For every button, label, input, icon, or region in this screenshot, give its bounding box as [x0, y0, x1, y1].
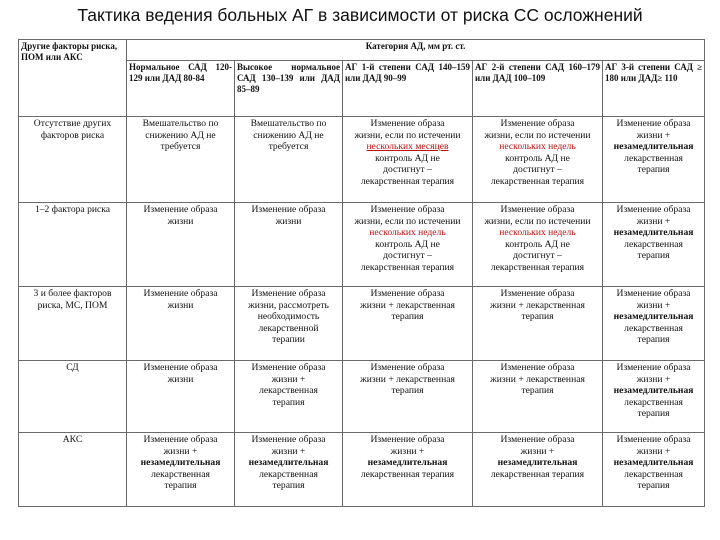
tactic-cell-grade-2 [473, 433, 603, 507]
tactic-cell-grade-3 [603, 287, 705, 361]
tactic-line: жизни + лекарственная [490, 299, 585, 311]
tactic-line: жизни, если по истечении [354, 215, 461, 227]
tactic-line: достигнут – [383, 250, 432, 262]
column-header-grade-1: АГ 1-й степени САД 140–159 или ДАД 90–99 [343, 61, 473, 117]
column-header-grade-2: АГ 2-й степени САД 160–179 или ДАД 100–109 [473, 61, 603, 117]
risk-group-label: АКС [19, 433, 127, 507]
tactic-line: достигнут – [513, 164, 562, 176]
tactic-line: Изменение образа [616, 118, 691, 129]
tactic-line: лекарственная [624, 322, 683, 334]
tactic-line: жизни + [636, 215, 671, 227]
column-header-grade-3: АГ 3-й степени САД ≥ 180 или ДАД≥ 110 [603, 61, 705, 117]
tactic-line: Изменение образа [500, 362, 575, 373]
risk-factors-header: Другие факторы риска, ПОМ или АКС [19, 40, 127, 117]
risk-group-label: Отсутствие других факторов риска [19, 117, 127, 203]
tactic-line: Изменение образа [616, 204, 691, 215]
tactic-line: Изменение образа [500, 118, 575, 129]
tactic-cell-normal [127, 117, 235, 203]
tactic-cell-grade-1 [343, 287, 473, 361]
tactic-line: терапия [521, 311, 554, 323]
tactic-line: незамедлительная [367, 457, 448, 469]
tactic-line: незамедлительная [613, 385, 694, 397]
tactic-line: лекарственная терапия [360, 175, 455, 187]
tactic-line: Изменение образа [251, 288, 326, 299]
tactic-line: терапия [164, 480, 197, 492]
tactic-line: незамедлительная [497, 457, 578, 469]
tactic-cell-grade-2 [473, 361, 603, 433]
tactic-line: Изменение образа [616, 434, 691, 445]
tactic-line: жизни + [636, 445, 671, 457]
tactic-cell-normal [127, 287, 235, 361]
tactic-line: жизни [167, 373, 194, 385]
tactic-line: жизни + лекарственная [360, 373, 455, 385]
table-row [19, 287, 705, 361]
tactic-line: жизни, если по истечении [484, 215, 591, 227]
tactic-line: Изменение образа [143, 204, 218, 215]
tactic-line: лекарственной [258, 322, 319, 334]
tactic-line: лекарственная терапия [490, 261, 585, 273]
tactic-cell-normal [127, 361, 235, 433]
tactic-line: терапия [391, 385, 424, 397]
tactic-line: жизни, если по истечении [354, 129, 461, 141]
tactic-line: Изменение образа [251, 204, 326, 215]
tactic-line: лекарственная [624, 468, 683, 480]
tactic-cell-high-normal [235, 361, 343, 433]
tactic-cell-normal [127, 203, 235, 287]
tactic-line: Изменение образа [143, 288, 218, 299]
tactic-line: жизни + [163, 445, 198, 457]
tactic-line: терапия [637, 480, 670, 492]
tactic-line: нескольких недель [499, 227, 576, 239]
tactic-line: лекарственная [624, 152, 683, 164]
tactic-line: жизни + [636, 373, 671, 385]
tactic-line: терапия [637, 250, 670, 262]
tactic-line: жизни [167, 299, 194, 311]
tactic-line: лекарственная [624, 396, 683, 408]
tactic-cell-grade-1 [343, 117, 473, 203]
tactic-line: жизни + [636, 299, 671, 311]
tactic-line: незамедлительная [613, 311, 694, 323]
tactic-line: лекарственная [151, 468, 210, 480]
table-row [19, 433, 705, 507]
tactic-line: жизни + лекарственная [360, 299, 455, 311]
tactic-line: Вмешательство по [250, 118, 327, 129]
tactic-line: жизни + [271, 445, 306, 457]
tactic-line: Изменение образа [370, 362, 445, 373]
tactic-cell-grade-1 [343, 361, 473, 433]
tactic-line: незамедлительная [140, 457, 221, 469]
tactic-line: лекарственная [259, 385, 318, 397]
tactic-line: жизни, рассмотреть [248, 299, 329, 311]
tactic-line: Изменение образа [251, 362, 326, 373]
tactic-line: жизни + [271, 373, 306, 385]
tactic-line: терапия [637, 164, 670, 176]
risk-group-label: 1–2 фактора риска [19, 203, 127, 287]
table-row [19, 117, 705, 203]
tactic-line: Изменение образа [370, 118, 445, 129]
tactic-line: терапия [391, 311, 424, 323]
tactic-line: незамедлительная [613, 457, 694, 469]
tactic-cell-high-normal [235, 433, 343, 507]
tactic-line: Изменение образа [370, 288, 445, 299]
tactic-line: Изменение образа [370, 204, 445, 215]
tactic-line: терапии [272, 334, 305, 346]
table-row [19, 203, 705, 287]
tactic-line: Вмешательство по [142, 118, 219, 129]
slide-title: Тактика ведения больных АГ в зависимости от риска СС осложнений [77, 5, 643, 25]
tactic-line: терапия [637, 334, 670, 346]
tactic-line: контроль АД не [375, 238, 440, 250]
tactic-line: жизни + [636, 129, 671, 141]
tactic-line: жизни, если по истечении [484, 129, 591, 141]
tactic-line: жизни + [520, 445, 555, 457]
tactic-cell-grade-1 [343, 433, 473, 507]
tactic-line: лекарственная терапия [360, 261, 455, 273]
risk-group-label: 3 и более факторов риска, МС, ПОМ [19, 287, 127, 361]
tactic-line: достигнут – [513, 250, 562, 262]
tactic-line: Изменение образа [251, 434, 326, 445]
tactic-line: Изменение образа [500, 434, 575, 445]
tactic-line: Изменение образа [370, 434, 445, 445]
column-header-normal: Нормальное САД 120-129 или ДАД 80-84 [127, 61, 235, 117]
tactic-line: лекарственная терапия [490, 175, 585, 187]
tactic-line: незамедлительная [613, 227, 694, 239]
tactic-line: снижению АД не [145, 129, 216, 141]
tactic-cell-grade-3 [603, 203, 705, 287]
tactic-line: жизни [275, 215, 302, 227]
tactic-cell-grade-3 [603, 433, 705, 507]
tactic-line: Изменение образа [143, 362, 218, 373]
tactic-line: незамедлительная [248, 457, 329, 469]
tactic-line: терапия [272, 396, 305, 408]
tactic-line: контроль АД не [375, 152, 440, 164]
tactic-line: терапия [272, 480, 305, 492]
tactic-cell-grade-1 [343, 203, 473, 287]
hypertension-tactics-table [18, 39, 705, 507]
tactic-line: Изменение образа [616, 362, 691, 373]
risk-group-label: СД [19, 361, 127, 433]
tactic-line: достигнут – [383, 164, 432, 176]
tactic-line: нескольких месяцев [366, 141, 449, 153]
tactic-cell-high-normal [235, 287, 343, 361]
tactic-line: требуется [160, 141, 201, 153]
tactic-line: контроль АД не [505, 238, 570, 250]
tactic-line: требуется [268, 141, 309, 153]
tactic-line: жизни + [390, 445, 425, 457]
table-row [19, 361, 705, 433]
tactic-line: Изменение образа [143, 434, 218, 445]
bp-category-header: Категория АД, мм рт. ст. [127, 40, 705, 61]
tactic-cell-grade-3 [603, 117, 705, 203]
tactic-line: контроль АД не [505, 152, 570, 164]
tactic-line: Изменение образа [616, 288, 691, 299]
tactic-line: лекарственная [624, 238, 683, 250]
tactic-line: жизни [167, 215, 194, 227]
tactic-line: необходимость [257, 311, 320, 323]
tactic-line: нескольких недель [499, 141, 576, 153]
tactic-line: Изменение образа [500, 204, 575, 215]
tactic-cell-grade-2 [473, 117, 603, 203]
tactic-line: снижению АД не [253, 129, 324, 141]
tactic-line: терапия [637, 408, 670, 420]
tactic-cell-grade-2 [473, 203, 603, 287]
tactic-cell-grade-3 [603, 361, 705, 433]
tactic-cell-high-normal [235, 117, 343, 203]
tactic-line: лекарственная [259, 468, 318, 480]
tactic-line: терапия [521, 385, 554, 397]
column-header-high-normal: Высокое нормальное САД 130–139 или ДАД 85–89 [235, 61, 343, 117]
tactic-line: лекарственная терапия [360, 468, 455, 480]
tactic-cell-high-normal [235, 203, 343, 287]
tactic-cell-normal [127, 433, 235, 507]
tactic-line: Изменение образа [500, 288, 575, 299]
tactic-line: лекарственная терапия [490, 468, 585, 480]
tactic-cell-grade-2 [473, 287, 603, 361]
tactic-line: жизни + лекарственная [490, 373, 585, 385]
tactic-line: нескольких недель [369, 227, 446, 239]
tactic-line: незамедлительная [613, 141, 694, 153]
